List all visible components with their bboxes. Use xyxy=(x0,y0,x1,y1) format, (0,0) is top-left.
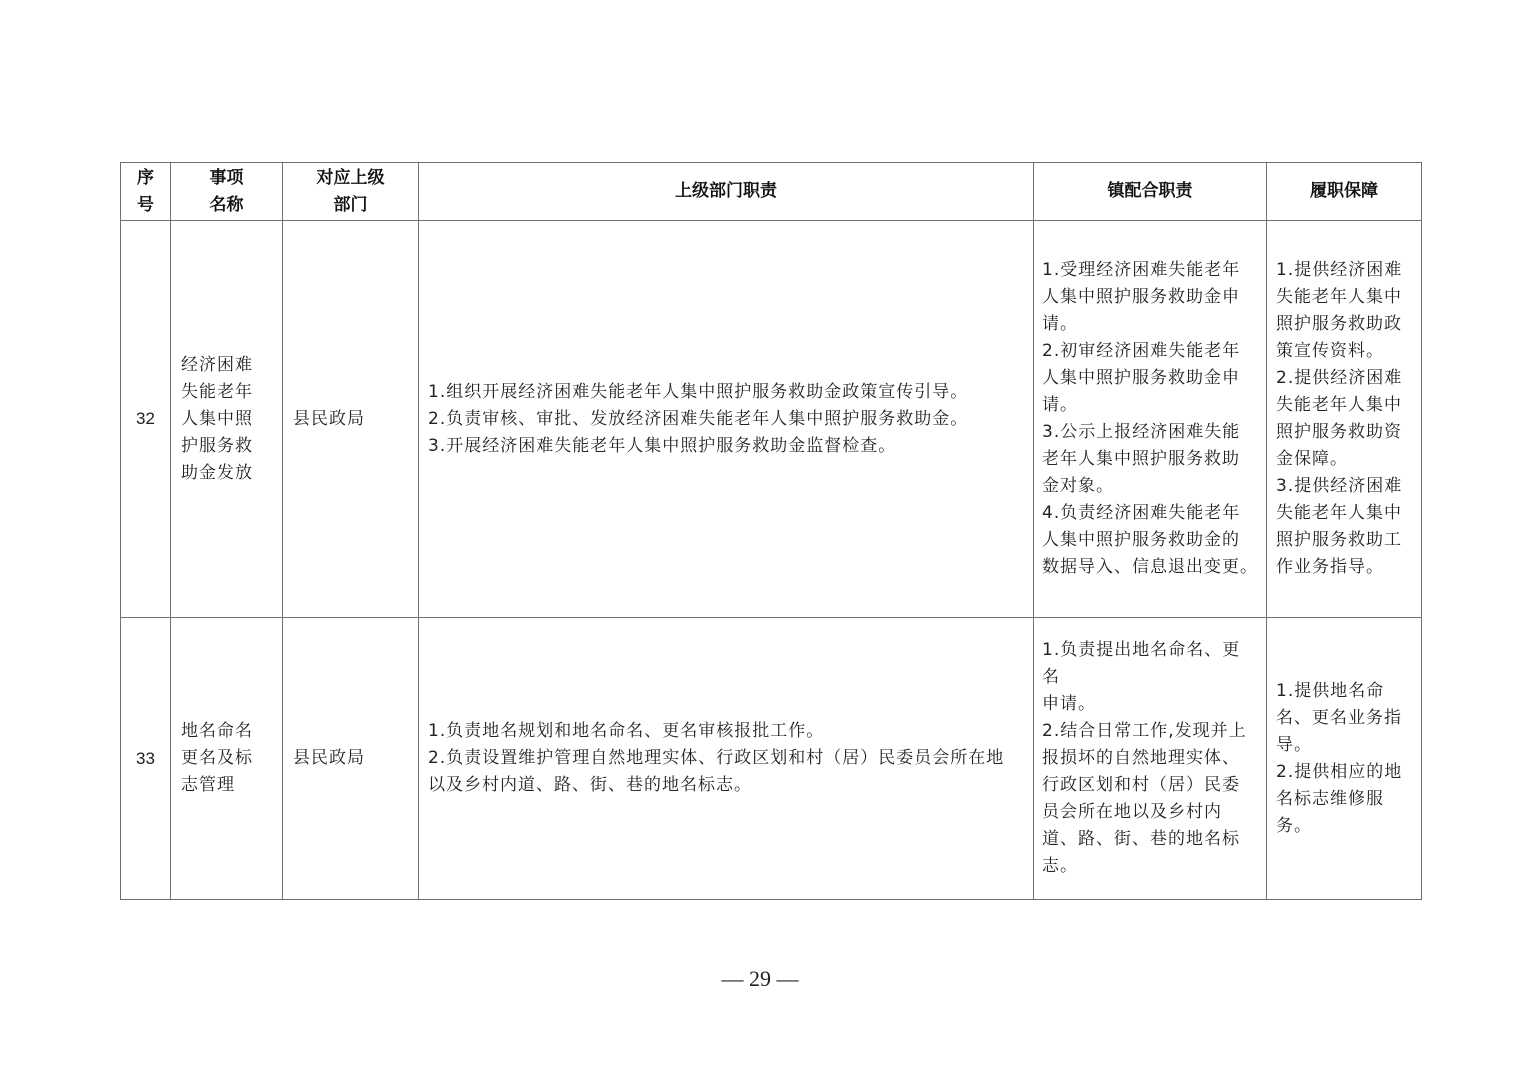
row-guarantee: 1.提供地名命 名、更名业务指 导。 2.提供相应的地 名标志维修服 务。 xyxy=(1267,618,1422,900)
header-item: 事项 名称 xyxy=(171,163,283,221)
row-item-name: 经济困难 失能老年 人集中照 护服务救 助金发放 xyxy=(171,221,283,618)
row-town-duty: 1.受理经济困难失能老年 人集中照护服务救助金申 请。 2.初审经济困难失能老年 人集中照护服务救助金申 请。 3.公示上报经济困难失能 老年人集中照护服务救助 金对象。 4.负责经济困难失能老年 人集中照护服务救助金的 数据导入、信息退出变更。 xyxy=(1034,221,1267,618)
header-seq: 序 号 xyxy=(121,163,171,221)
row-seq: 33 xyxy=(121,618,171,900)
header-guarantee: 履职保障 xyxy=(1267,163,1422,221)
row-upper-duty: 1.负责地名规划和地名命名、更名审核报批工作。 2.负责设置维护管理自然地理实体、行政区划和村（居）民委员会所在地 以及乡村内道、路、街、巷的地名标志。 xyxy=(419,618,1034,900)
row-dept: 县民政局 xyxy=(283,618,419,900)
table-row xyxy=(121,221,1422,618)
row-guarantee: 1.提供经济困难 失能老年人集中 照护服务救助政 策宣传资料。 2.提供经济困难 失能老年人集中 照护服务救助资 金保障。 3.提供经济困难 失能老年人集中 照护服务救助工 作业务指导。 xyxy=(1267,221,1422,618)
row-dept: 县民政局 xyxy=(283,221,419,618)
header-town-duty: 镇配合职责 xyxy=(1034,163,1267,221)
table-row xyxy=(121,618,1422,900)
duty-table xyxy=(120,162,1422,900)
row-seq: 32 xyxy=(121,221,171,618)
header-dept: 对应上级 部门 xyxy=(283,163,419,221)
header-row xyxy=(121,163,1422,221)
row-town-duty: 1.负责提出地名命名、更名 申请。 2.结合日常工作,发现并上 报损坏的自然地理实体、 行政区划和村（居）民委 员会所在地以及乡村内 道、路、街、巷的地名标 志。 xyxy=(1034,618,1267,900)
row-item-name: 地名命名 更名及标 志管理 xyxy=(171,618,283,900)
page-number: — 29 — xyxy=(721,966,799,991)
header-upper-duty: 上级部门职责 xyxy=(419,163,1034,221)
row-upper-duty: 1.组织开展经济困难失能老年人集中照护服务救助金政策宣传引导。 2.负责审核、审批、发放经济困难失能老年人集中照护服务救助金。 3.开展经济困难失能老年人集中照护服务救助金监督检查。 xyxy=(419,221,1034,618)
